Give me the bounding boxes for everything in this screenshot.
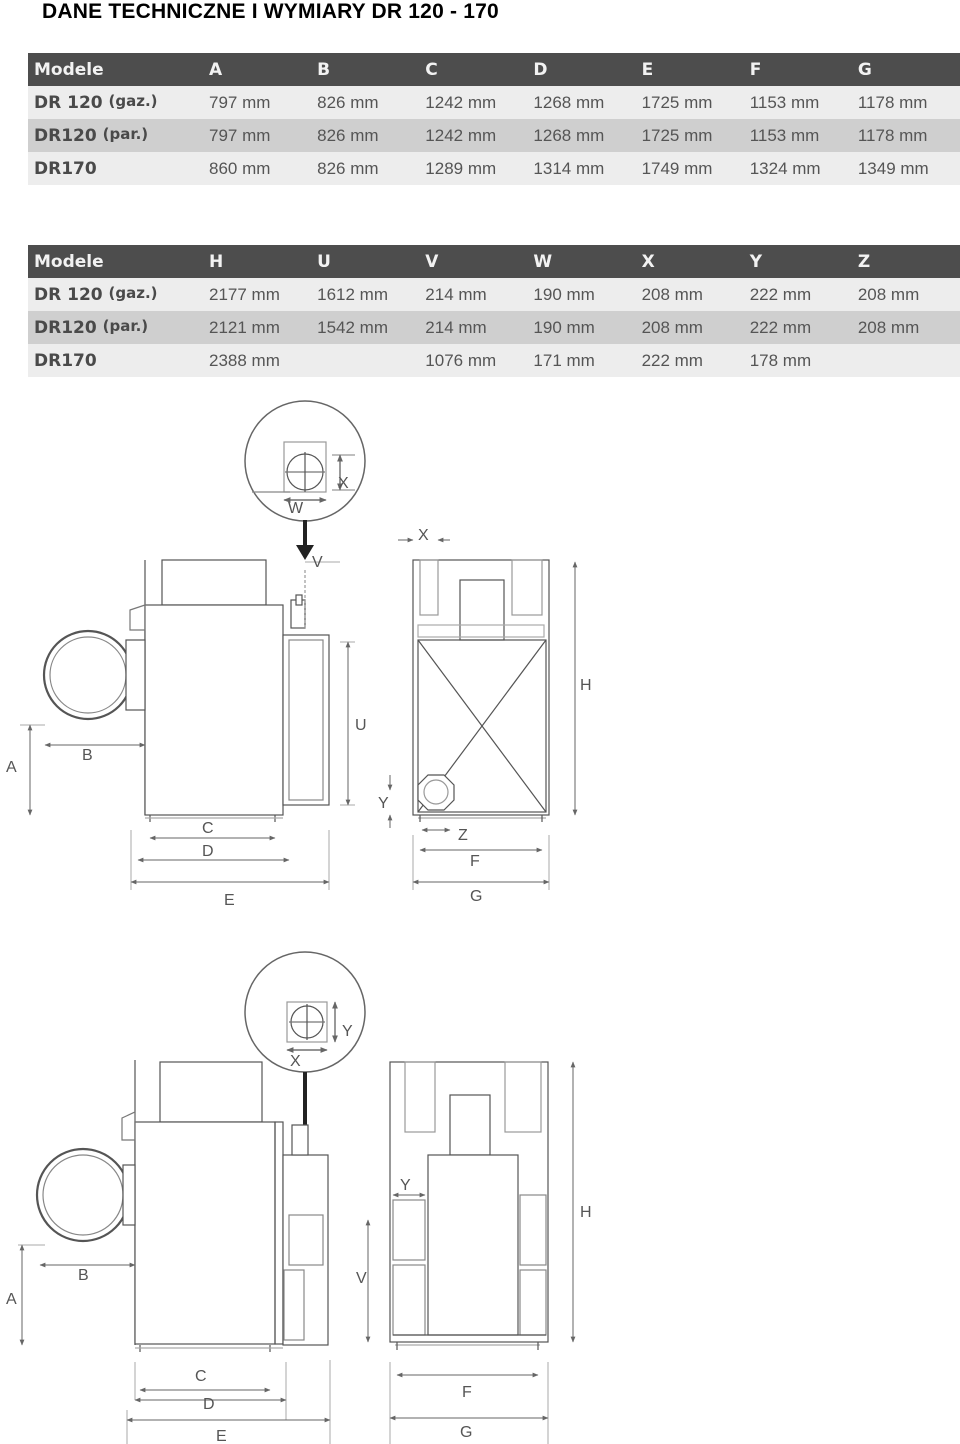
dim-label-G: G [470,888,483,905]
column-header: B [311,53,419,86]
table-cell: 171 mm [527,344,635,377]
column-header: Modele [28,53,203,86]
model-variant: (gaz.) [108,92,158,110]
table-cell: 1076 mm [419,344,527,377]
column-header: F [744,53,852,86]
dim-label-D: D [202,843,214,860]
table-cell: 214 mm [419,311,527,344]
table-cell: 1324 mm [744,152,852,185]
dim-label-V: V [312,554,323,571]
table-cell: 1268 mm [527,86,635,119]
table-cell: 1612 mm [311,278,419,311]
dim-label-Y: Y [378,795,389,812]
dim-label-B: B [82,747,93,764]
column-header: Z [852,245,960,278]
table-cell: 208 mm [852,278,960,311]
model-name: DR120 [34,318,97,338]
table-cell: 826 mm [311,119,419,152]
dim-label-H: H [580,1204,592,1221]
column-header: V [419,245,527,278]
dim-label-W: W [288,500,304,517]
table-cell: 826 mm [311,86,419,119]
table-cell: 860 mm [203,152,311,185]
dim-label-A: A [6,1291,17,1308]
table-cell: 2177 mm [203,278,311,311]
table-cell: 178 mm [744,344,852,377]
model-name: DR170 [34,158,97,179]
table-cell: 208 mm [636,311,744,344]
model-name: DR 120 [34,285,103,305]
table-cell: 1349 mm [852,152,960,185]
table-cell: 1289 mm [419,152,527,185]
table-cell: 208 mm [852,311,960,344]
column-header: Modele [28,245,203,278]
model-variant: (gaz.) [108,284,158,302]
table-cell: 1725 mm [636,119,744,152]
dim-label-F: F [462,1384,472,1401]
dim-label-X: X [418,527,429,544]
dim-label-X: X [338,475,349,492]
column-header: D [527,53,635,86]
table-cell: 1242 mm [419,86,527,119]
table-cell: 1153 mm [744,119,852,152]
table-cell: 1153 mm [744,86,852,119]
table-cell: 190 mm [527,278,635,311]
table-cell: 797 mm [203,119,311,152]
table-cell: 222 mm [744,311,852,344]
dim-label-E: E [216,1428,227,1444]
dim-label-H: H [580,677,592,694]
table-cell: 2388 mm [203,344,311,377]
page-title: DANE TECHNICZNE I WYMIARY DR 120 - 170 [42,0,499,23]
column-header: Y [744,245,852,278]
dim-label-U: U [355,717,367,734]
column-header: W [527,245,635,278]
dim-label-G: G [460,1424,473,1441]
column-header: E [636,53,744,86]
model-name: DR170 [34,350,97,371]
dim-label-B: B [78,1267,89,1284]
table-cell: 1268 mm [527,119,635,152]
column-header: H [203,245,311,278]
table-cell: 1542 mm [311,311,419,344]
column-header: U [311,245,419,278]
table-cell: 1725 mm [636,86,744,119]
table-cell: 1749 mm [636,152,744,185]
front-view-1 [413,560,549,822]
table-cell: 1178 mm [852,86,960,119]
dim-label-A: A [6,759,17,776]
drawing-dr120 [20,401,575,890]
table-cell: 190 mm [527,311,635,344]
side-view-1 [44,560,329,822]
column-header: X [636,245,744,278]
model-variant: (par.) [102,317,149,335]
column-header: G [852,53,960,86]
table-cell: 1314 mm [527,152,635,185]
table-cell: 797 mm [203,86,311,119]
dim-label-V: V [356,1270,367,1287]
table-cell: 1242 mm [419,119,527,152]
dim-label-E: E [224,892,235,909]
model-name: DR 120 [34,93,103,113]
table-cell: 214 mm [419,278,527,311]
dim-label-D: D [203,1396,215,1413]
drawing-dr170 [18,952,573,1444]
table-cell: 1178 mm [852,119,960,152]
table-cell: 222 mm [744,278,852,311]
side-view-2 [37,1060,328,1352]
table-cell: 222 mm [636,344,744,377]
dim-label-C: C [195,1368,207,1385]
dim-label-F: F [470,853,480,870]
dim-label-Y: Y [400,1177,411,1194]
model-name: DR120 [34,126,97,146]
table-cell: 2121 mm [203,311,311,344]
model-variant: (par.) [102,125,149,143]
front-view-2 [390,1062,548,1350]
dim-label-Z: Z [458,827,468,844]
dim-label-C: C [202,820,214,837]
dim-label-Y: Y [342,1023,353,1040]
column-header: C [419,53,527,86]
table-cell: 208 mm [636,278,744,311]
table-cell: 826 mm [311,152,419,185]
column-header: A [203,53,311,86]
dim-label-X: X [290,1053,301,1070]
